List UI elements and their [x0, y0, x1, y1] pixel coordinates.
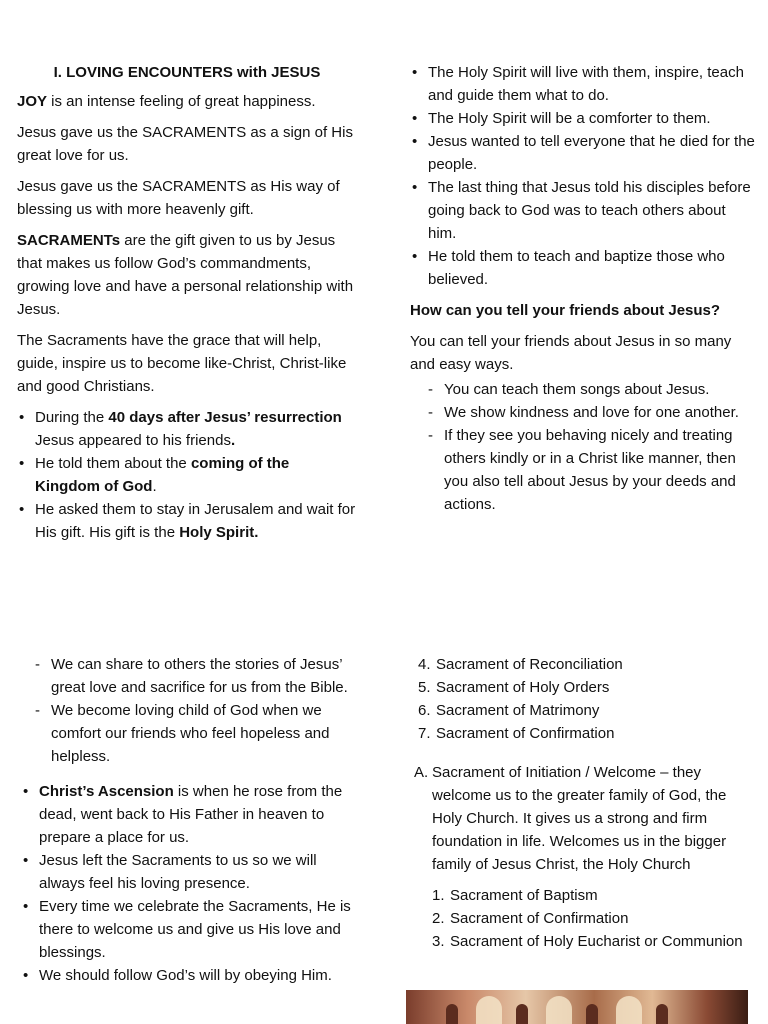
list-item: • Christ’s Ascension is when he rose from the dead, went back to His Father in heaven to prepare a place for us.	[21, 780, 359, 849]
right-top-column	[410, 61, 758, 516]
list-item: 2. Sacrament of Confirmation	[432, 910, 629, 927]
section-title: I. LOVING ENCOUNTERS with JESUS	[53, 64, 321, 81]
holy-spirit-bullet-list	[410, 61, 758, 291]
list-item: 3. Sacrament of Holy Eucharist or Communion	[432, 933, 743, 950]
list-item: • Jesus wanted to tell everyone that he died for the people.	[410, 130, 758, 176]
list-item: - We can share to others the stories of Jesus’ great love and sacrifice for us from the Bible.	[33, 653, 359, 699]
share-dash-list	[33, 653, 359, 768]
sacraments-definition-paragraph: SACRAMENTs are the gift given to us by Jesus that makes us follow God’s commandments, growing love and have a personal relationship with Jesus.	[17, 232, 354, 318]
sacraments-blessing-paragraph: Jesus gave us the SACRAMENTS as His way of blessing us with more heavenly gift.	[17, 178, 340, 218]
list-item: • During the 40 days after Jesus’ resurrection Jesus appeared to his friends.	[17, 406, 357, 452]
list-item: • Jesus left the Sacraments to us so we will always feel his loving presence.	[21, 849, 359, 895]
list-item: 1. Sacrament of Baptism	[432, 887, 598, 904]
sacraments-sign-paragraph: Jesus gave us the SACRAMENTS as a sign of His great love for us.	[17, 124, 353, 164]
list-item: 4. Sacrament of Reconciliation	[418, 656, 623, 673]
answer-paragraph: You can tell your friends about Jesus in so many and easy ways.	[410, 333, 732, 373]
church-illustration-image	[406, 990, 748, 1024]
list-item: • He asked them to stay in Jerusalem and wait for His gift. His gift is the Holy Spirit.	[17, 498, 357, 544]
left-bottom-column	[17, 653, 359, 995]
list-item: 6. Sacrament of Matrimony	[418, 702, 600, 719]
list-item: - If they see you behaving nicely and treating others kindly or in a Christ like manner, then you also tell about Jesus by your deeds and actions.	[426, 424, 758, 516]
section-a-initiation: A. Sacrament of Initiation / Welcome – they welcome us to the greater family of God, the Holy Church. It gives us a strong and firm foundation in life. Welcomes us in the bigger family of Jesus Christ, the Holy Church	[414, 764, 727, 873]
list-item: • Every time we celebrate the Sacraments, He is there to welcome us and give us His love and blessings.	[21, 895, 359, 964]
list-item: 5. Sacrament of Holy Orders	[418, 679, 610, 696]
list-item: • The Holy Spirit will be a comforter to them.	[410, 107, 758, 130]
question-heading: How can you tell your friends about Jesus?	[410, 302, 721, 319]
list-item: • He told them to teach and baptize those who believed.	[410, 245, 758, 291]
sacraments-list-continued	[418, 653, 758, 745]
sacraments-grace-paragraph: The Sacraments have the grace that will help, guide, inspire us to become like-Christ, Christ-like and good Christians.	[17, 332, 347, 395]
list-item: • He told them about the coming of the Kingdom of God.	[17, 452, 357, 498]
list-item: 7. Sacrament of Confirmation	[418, 725, 615, 742]
list-item: • The last thing that Jesus told his disciples before going back to God was to teach others about him.	[410, 176, 758, 245]
list-item: • We should follow God’s will by obeying Him.	[21, 964, 359, 987]
list-item: • The Holy Spirit will live with them, inspire, teach and guide them what to do.	[410, 61, 758, 107]
list-item: - We become loving child of God when we comfort our friends who feel hopeless and helpless.	[33, 699, 359, 768]
joy-paragraph: JOY is an intense feeling of great happiness.	[17, 93, 316, 110]
initiation-sacraments-list	[432, 884, 758, 953]
ways-dash-list	[426, 378, 758, 516]
list-item: - You can teach them songs about Jesus.	[426, 378, 758, 401]
list-item: - We show kindness and love for one another.	[426, 401, 758, 424]
left-top-column	[17, 61, 357, 552]
resurrection-bullet-list	[17, 406, 357, 544]
right-bottom-column	[414, 653, 758, 953]
ascension-bullet-list	[21, 780, 359, 987]
